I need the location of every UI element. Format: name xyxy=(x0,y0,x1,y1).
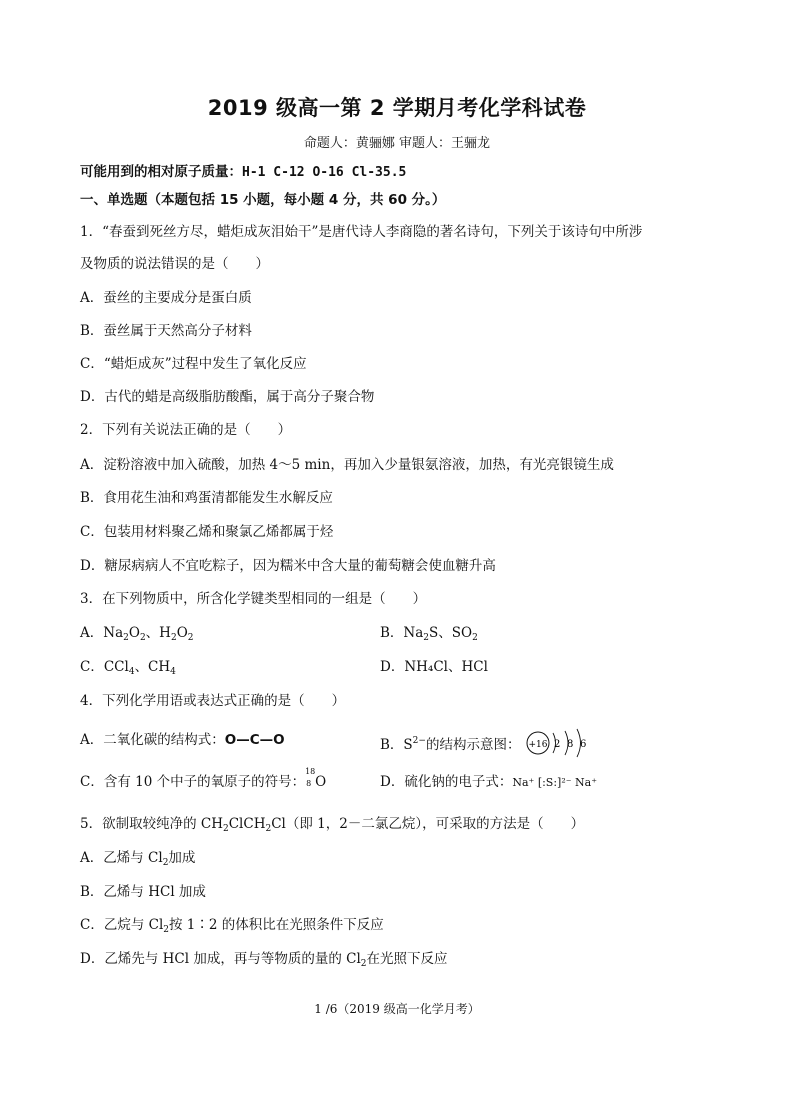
sulfide-ion-shell-diagram xyxy=(525,728,625,758)
q2-stem: 2．下列有关说法正确的是（ ） xyxy=(80,422,292,438)
co2-structural-formula: O—C—O xyxy=(224,732,285,748)
q1-option-a: A．蚕丝的主要成分是蛋白质 xyxy=(80,290,252,306)
page-footer: 1 /6（2019 级高一化学月考） xyxy=(314,1002,480,1016)
q2-option-b: B．食用花生油和鸡蛋清都能发生水解反应 xyxy=(80,490,333,506)
q5-option-c: C．乙烷与 $Cl_2$按 1∶2 的体积比在光照条件下反应 xyxy=(80,917,384,935)
q4-option-b: B．$S^{2-}$的结构示意图： +16 2 8 6 xyxy=(380,728,625,758)
q5-option-a: A．乙烯与 $Cl_2$加成 xyxy=(80,850,196,868)
section-heading: 一、单选题（本题包括 15 小题，每小题 4 分，共 60 分。） xyxy=(80,192,446,208)
page-title: 2019 级高一第 2 学期月考化学科试卷 xyxy=(207,96,587,120)
q4-option-d: D．硫化钠的电子式：Na⁺ [:S:]²⁻ Na⁺ xyxy=(380,774,598,790)
oxygen-isotope-symbol: 18 8 xyxy=(305,767,316,788)
q5-option-b: B．乙烯与 HCl 加成 xyxy=(80,884,206,900)
q3-option-a: A．$Na_2O_2$、$H_2O_2$ xyxy=(80,625,194,643)
q3-option-d: D．NH₄Cl、HCl xyxy=(380,659,488,675)
q3-stem: 3．在下列物质中，所含化学键类型相同的一组是（ ） xyxy=(80,591,427,607)
q2-option-d: D．糖尿病病人不宜吃粽子，因为糯米中含大量的葡萄糖会使血糖升高 xyxy=(80,558,496,574)
q2-option-a: A．淀粉溶液中加入硫酸，加热 4～5 min，再加入少量银氨溶液，加热，有光亮银镜生成 xyxy=(80,457,614,473)
q1-stem-line1: 1．“春蚕到死丝方尽，蜡炬成灰泪始干”是唐代诗人李商隐的著名诗句，下列关于该诗句中所涉 xyxy=(80,224,643,240)
authors-line: 命题人：黄骊娜 审题人：王骊龙 xyxy=(303,136,491,151)
q4-stem: 4．下列化学用语或表达式正确的是（ ） xyxy=(80,693,346,709)
q1-option-d: D．古代的蜡是高级脂肪酸酯，属于高分子聚合物 xyxy=(80,389,375,405)
q3-option-c: C．CCl$_4$、$CH_4$ xyxy=(80,659,176,677)
svg-text:2: 2 xyxy=(553,739,561,750)
q2-option-c: C．包装用材料聚乙烯和聚氯乙烯都属于烃 xyxy=(80,524,334,540)
svg-text:+16: +16 xyxy=(528,740,548,750)
q3-option-b: B．$Na_2S$、$SO_2$ xyxy=(380,625,478,643)
q1-option-c: C．“蜡炬成灰”过程中发生了氧化反应 xyxy=(80,356,307,372)
q4-option-a: A．二氧化碳的结构式：O—C—O xyxy=(80,732,285,748)
q4-option-c: C．含有 10 个中子的氧原子的符号： 18 8 O xyxy=(80,767,327,790)
q5-stem: 5．欲制取较纯净的 $CH_2ClCH_2Cl$（即 1，2－二氯乙烷），可采取的方法是（ ） xyxy=(80,816,585,834)
q1-option-b: B．蚕丝属于天然高分子材料 xyxy=(80,323,252,339)
svg-text:6: 6 xyxy=(579,739,587,750)
sodium-sulfide-electron-formula: Na⁺ [:S:]²⁻ Na⁺ xyxy=(512,776,598,789)
q5-option-d: D．乙烯先与 HCl 加成，再与等物质的量的 $Cl_2$在光照下反应 xyxy=(80,951,448,969)
atomic-masses: 可能用到的相对原子质量：H-1 C-12 O-16 Cl-35.5 xyxy=(80,164,407,180)
q1-stem-line2: 及物质的说法错误的是（ ） xyxy=(80,256,269,272)
svg-text:8: 8 xyxy=(566,739,574,750)
